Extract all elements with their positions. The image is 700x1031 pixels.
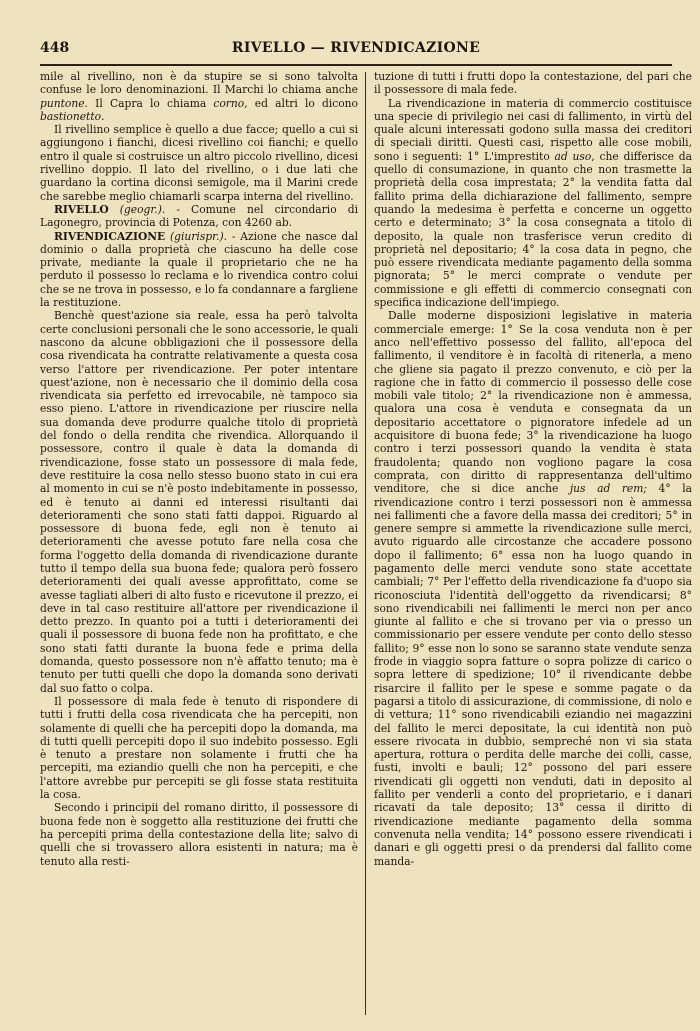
paragraph-rivellino-semplice: Il rivellino semplice è quello a due facce; quello a cui si aggiungono i fianchi, dicesi rivellino coi fianchi; e quello entro il quale si costruisce un altro piccolo rivellino, dicesi rivellino doppio. Il lato del rivellino, o i due lati che guardano la cortina diconsi semigole, ma il Marini crede che sarebbe meglio chiamarli scarpa interna del rivellino. <box>40 123 358 203</box>
text-columns <box>40 70 693 1015</box>
entry-rivendicazione: RIVENDICAZIONE (giurispr.). - Azione che nasce dal dominio o dalla proprietà che ciascuno ha delle cose private, mediante la quale il proprietario che ne ha perduto il possesso lo reclama e lo rivendica contro colui che se ne trova in possesso, e lo fa condannare a fargliene la restituzione. <box>40 229 358 310</box>
column-divider <box>365 72 366 1015</box>
entry-tag: (geogr.) <box>119 202 162 216</box>
running-title: RIVELLO — RIVENDICAZIONE <box>231 40 481 56</box>
left-column <box>40 70 358 1015</box>
page-number: 448 <box>40 40 70 56</box>
entry-headword: RIVENDICAZIONE <box>54 229 166 243</box>
paragraph-mala-fede: Il possessore di mala fede è tenuto di rispondere di tutti i frutti della cosa rivendicata che ha percepiti, non solamente di quelli che ha percepiti dopo la domanda, ma di tutti quelli percepiti dopo il suo indebito possesso. Egli è tenuto a prestare non solamente i frutti che ha percepiti, ma eziandio quelli che non ha percepiti, e che l'attore avrebbe pur percepiti se gli fosse stata restituita la cosa. <box>40 694 358 802</box>
paragraph-disposizioni-moderne: Dalle moderne disposizioni legislative in materia commerciale emerge: 1° Se la cosa venduta non è per anco nell'effettivo possesso del fallito, all'epoca del fallimento, il venditore è in facoltà di ritenerla, a meno che gliene sia pagato il prezzo convenuto, e ciò per la ragione che in fatto di commercio il possesso delle cose mobili vale titolo; 2° la rivendicazione non è ammessa, qualora una cosa è venduta e consegnata da un depositario accettatore o pignoratore infedele ad un acquisitore di buona fede; 3° la rivendicazione ha luogo contro i terzi possessori quando la vendita è stata fraudolenta; quando non vogliono pagare la cosa comprata, con diritto di rappresentanza dell'ultimo venditore, che si dice anche jus ad rem; 4° la rivendicazione contro i terzi possessori non è ammessa nei fallimenti che a favore della massa dei creditori; 5° in genere sempre si ammette la rivendicazione sulle merci, avuto riguardo alle circostanze che accadere possono dopo il fallimento; 6° essa non ha luogo quando in pagamento delle merci vendute sono state accettate cambiali; 7° Per l'effetto della rivendicazione fa d'uopo sia riconosciuta l'identità dell'oggetto da rivendicarsi; 8° sono rivendicabili nei fallimenti le merci non per anco giunte al fallito e che si trovano per via o presso un commissionario per essere vendute per conto dello stesso fallito; 9° esse non lo sono se saranno state vendute senza frode in viaggio sopra fatture o sopra polizze di carico o sopra lettere di spedizione; 10° il rivendicante debbe risarcire il fallito per le spese e somme pagate o da pagarsi a titolo di assicurazione, di commissione, di nolo e di vettura; 11° sono rivendicabili eziandio nei magazzini del fallito le merci depositate, la cui identità non può essere rivocata in dubbio, sempreché non vi sia stata apertura, rottura o perdita delle marche dei colli, casse, fusti, involti e bauli; 12° possono del pari essere rivendicati gli oggetti non venduti, dati in deposito al fallito per venderli a conto del proprietario, e i danari ricavati da tale deposito; 13° cessa il diritto di rivendicazione mediante pagamento della somma convenuta nella vendita; 14° possono essere rivendicati i danari e gli oggetti presi o da prendersi dal fallito come manda- <box>374 309 693 868</box>
paragraph-rivellino-cont: mile al rivellino, non è da stupire se si sono talvolta confuse le loro denominazioni. Il Marchi lo chiama anche puntone. Il Capra lo chiama corno, ed altri lo dicono bastionetto. <box>40 70 358 123</box>
entry-tag: (giurispr.) <box>170 229 224 243</box>
paragraph-azione-reale: Benchè quest'azione sia reale, essa ha però talvolta certe conclusioni personali che le sono accessorie, le quali nascono da alcune obbligazioni che il possessore della cosa rivendicata ha contratte relativamente a questa cosa verso l'attore per rivendicazione. Per poter intentare quest'azione, non è necessario che il dominio della cosa rivendicata sia perfetto ed irrevocabile, nè tampoco sia esso pieno. L'attore in rivendicazione per riuscire nella sua domanda deve produrre qualche titolo di proprietà del fondo o della rendita che rivendica. Allorquando il possessore, contro il quale è data la domanda di rivendicazione, fosse stato un possessore di mala fede, deve restituire la cosa nello stesso buono stato in cui era al momento in cui se n'è posto indebitamente in possesso, ed è tenuto ai danni ed interessi risultanti dai deterioramenti che sono stati fatti dappoi. Riguardo al possessore di buona fede, egli non è tenuto ai deterioramenti che avesse potuto fare nella cosa che forma l'oggetto della domanda di rivendicazione durante tutto il tempo della sua buona fede; qualora però fossero deterioramenti dei quali avesse approfittato, come se avesse tagliati alberi di alto fusto e ricevutone il prezzo, ei deve in tal caso restituire all'attore per rivendicazione il detto prezzo. In quanto poi a tutti i deterioramenti dei quali il possessore di buona fede non ha profittato, e che sono stati fatti durante la buona fede e prima della domanda, questo possessore non n'è affatto tenuto; ma è tenuto per tutti quelli che dopo la domanda sono derivati dal suo fatto o colpa. <box>40 309 358 695</box>
paragraph-restituzione-cont: tuzione di tutti i frutti dopo la contestazione, del pari che il possessore di mala fede. <box>374 70 692 97</box>
entry-headword: RIVELLO <box>54 202 109 216</box>
paragraph-diritto-romano: Secondo i principii del romano diritto, il possessore di buona fede non è soggetto alla restituzione dei frutti che ha percepiti prima della contestazione della lite; salvo di quelli che si trovassero allora esistenti in natura; ma è tenuto alla resti- <box>40 801 358 868</box>
header-rule <box>40 64 672 66</box>
right-column <box>374 70 692 1015</box>
paragraph-commercio: La rivendicazione in materia di commercio costituisce una specie di privilegio nei casi di fallimento, in virtù del quale alcuni interessati godono sulla massa dei creditori di speciali diritti. Questi casi, rispetto alle cose mobili, sono i seguenti: 1° L'imprestito ad uso, che differisce da quello di consumazione, in quanto che non trasmette la proprietà della cosa imprestata; 2° la vendita fatta dal fallito prima della dichiarazione del fallimento, sempre quando la medesima è perfetta e concerne un oggetto certo e determinato; 3° la cosa consegnata a titolo di deposito, la quale non trasferisce verun credito di proprietà nel depositario; 4° la cosa data in pegno, che può essere rivendicata mediante pagamento della somma pignorata; 5° le merci comprate o vendute per commissione e gli effetti di commercio consegnati con specifica indicazione dell'impiego. <box>374 96 692 310</box>
entry-rivello-geogr: RIVELLO (geogr.). - Comune nel circondario di Lagonegro, provincia di Potenza, con 4260 ab. <box>40 202 358 230</box>
page-header <box>40 38 672 60</box>
